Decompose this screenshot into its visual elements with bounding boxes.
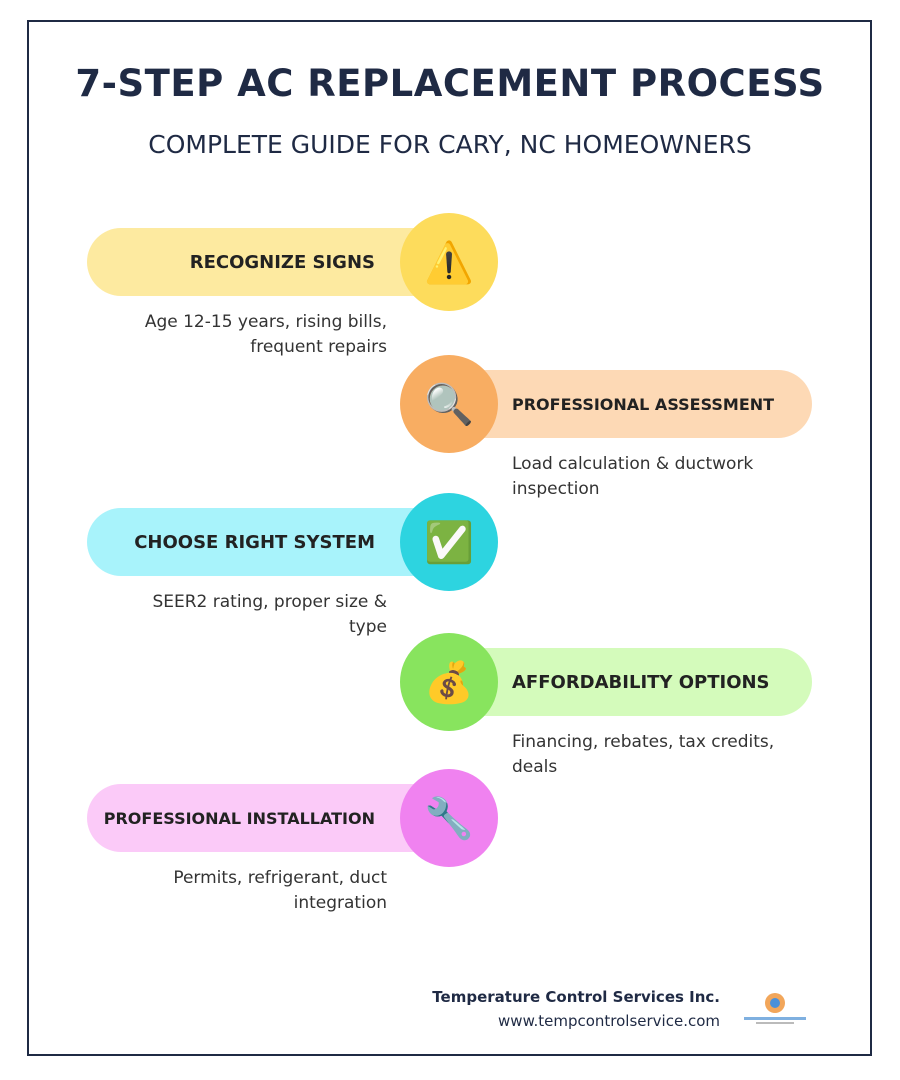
step-icon: 🔧	[400, 769, 498, 867]
step-label: PROFESSIONAL INSTALLATION	[103, 808, 375, 828]
website-link[interactable]: www.tempcontrolservice.com	[498, 1012, 720, 1030]
step-label: CHOOSE RIGHT SYSTEM	[134, 531, 375, 553]
step-description: Financing, rebates, tax credits, deals	[512, 732, 775, 777]
step-icon: 💰	[400, 633, 498, 731]
page-subtitle: COMPLETE GUIDE FOR CARY, NC HOMEOWNERS	[148, 130, 752, 159]
company-name: Temperature Control Services Inc.	[432, 988, 720, 1006]
company-logo	[742, 990, 808, 1026]
step-label: PROFESSIONAL ASSESSMENT	[512, 394, 775, 414]
step-description: SEER2 rating, proper size & type	[152, 592, 387, 637]
step-description: Age 12-15 years, rising bills, frequent repairs	[144, 312, 387, 357]
step-description: Load calculation & ductwork inspection	[512, 454, 754, 499]
step-icon: 🔍	[400, 355, 498, 453]
step-label: AFFORDABILITY OPTIONS	[512, 671, 770, 693]
step-icon: ⚠️	[400, 213, 498, 311]
step-description: Permits, refrigerant, duct integration	[173, 868, 387, 913]
step-icon: ✅	[400, 493, 498, 591]
step-label: RECOGNIZE SIGNS	[189, 251, 375, 273]
page-title: 7-STEP AC REPLACEMENT PROCESS	[75, 62, 825, 105]
